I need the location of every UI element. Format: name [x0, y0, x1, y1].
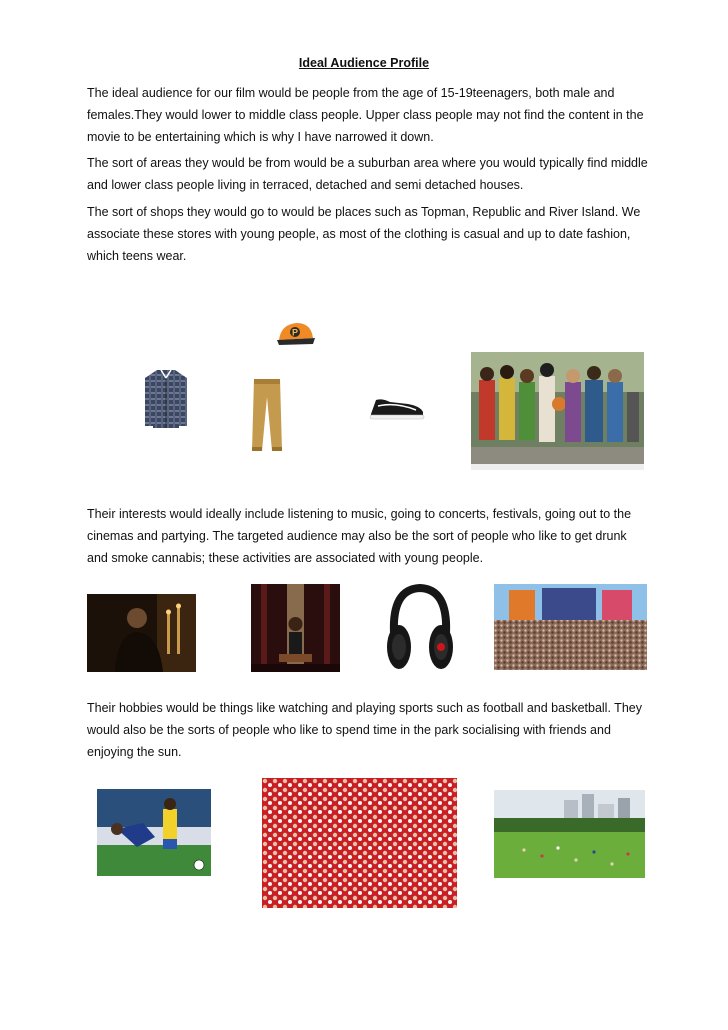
shirt-image [143, 368, 189, 430]
festival-crowd-photo [494, 584, 647, 670]
paragraph-areas: The sort of areas they would be from would be a suburban area where you would typically find middle and lower class people living in terraced, detached and semi detached houses. [87, 156, 648, 192]
paragraph-age: The ideal audience for our film would be people from the age of 15-19teenagers, both male and females.They would lower to middle class people. Upper class people may not find the content in the movie to be entertaining which is why I have narrowed it down. [87, 86, 644, 144]
trainers-image [368, 392, 426, 422]
teens-group-photo [471, 352, 644, 470]
page-title: Ideal Audience Profile [298, 56, 430, 70]
cap-letter: P [291, 327, 299, 338]
paragraph-hobbies: Their hobbies would be things like watching and playing sports such as football and basketball. They would also be the sorts of people who like to spend time in the park socialising with friends and enjoying the sun. [87, 701, 642, 759]
paragraph-interests: Their interests would ideally include listening to music, going to concerts, festivals, going out to the cinemas and partying. The targeted audience may also be the sort of people who like to get drunk and smoke cannabis; these activities are associated with young people. [87, 507, 632, 565]
sports-fans-photo [262, 778, 457, 908]
album-cover-photo-1 [87, 594, 196, 672]
park-photo [494, 790, 645, 878]
chinos-image [250, 377, 284, 453]
cap-image [273, 318, 317, 348]
headphones-image [384, 583, 456, 675]
album-cover-photo-2 [251, 584, 340, 672]
paragraph-shops: The sort of shops they would go to would be places such as Topman, Republic and River Island. We associate these stores with young people, as most of the clothing is casual and up to date fashion, which teens wear. [87, 205, 641, 263]
football-match-photo [97, 789, 211, 876]
